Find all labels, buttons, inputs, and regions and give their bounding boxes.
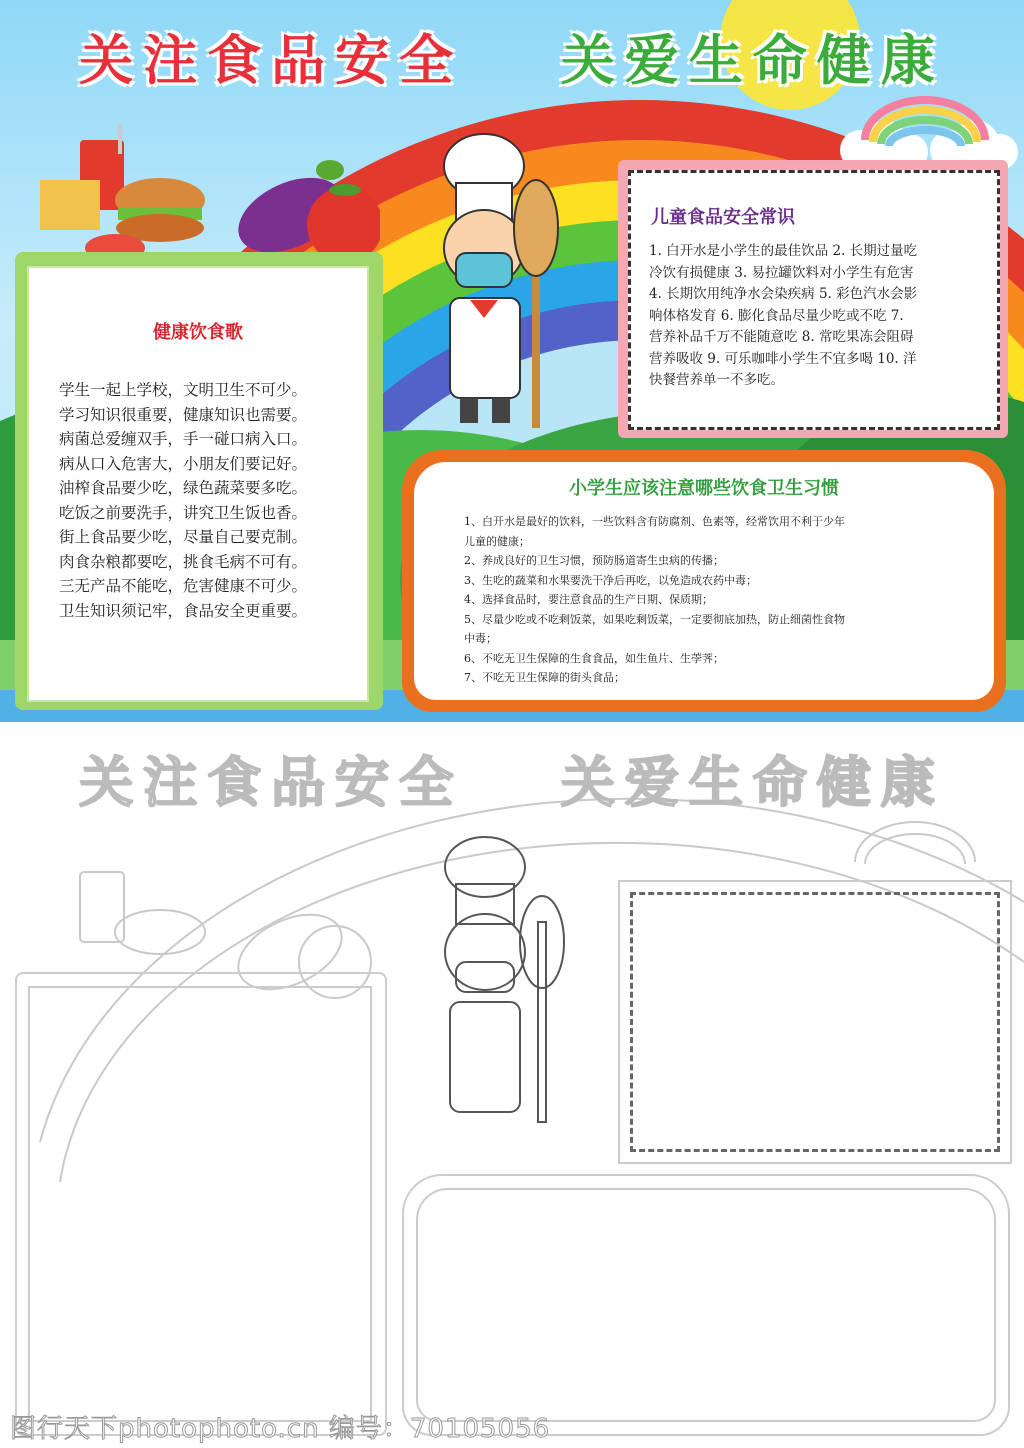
healthy-diet-song-text [59,378,307,623]
children-food-safety-title: 儿童食品安全常识 [651,207,795,228]
children-food-safety-text [649,241,917,392]
hygiene-habits-text [464,512,845,688]
song-line: 学生一起上学校，文明卫生不可少。 [59,381,308,399]
song-line: 街上食品要少吃，尽量自己要克制。 [59,528,308,546]
outline-title-part2: 关爱生命健康 [560,751,945,814]
song-line: 吃饭之前要洗手，讲究卫生饭也香。 [59,503,308,522]
outline-bottom-panel-inner [416,1188,996,1422]
outline-title [0,740,1024,817]
safety-tip-line: 响体格发育 6. 膨化食品尽量少吃或不吃 7. [649,307,904,324]
habit-line: 4、选择食品时，要注意食品的生产日期、保质期； [464,593,713,606]
watermark: 图行天下photophoto.cn 编号：70105056 [10,1414,551,1444]
poster-title [0,18,1024,95]
habit-line: 5、尽量少吃或不吃剩饭菜，如果吃剩饭菜，一定要彻底加热，防止细菌性食物 [464,612,845,626]
safety-tip-line: 冷饮有损健康 3. 易拉罐饮料对小学生有危害 [649,264,914,281]
habit-line: 6、不吃无卫生保障的生食食品，如生鱼片、生荸荠； [464,651,724,665]
healthy-diet-song-panel [15,252,383,710]
children-food-safety-panel [618,160,1008,438]
chef-illustration [420,128,570,438]
song-line: 病从口入危害大，小朋友们要记好。 [59,454,308,473]
song-line: 油榨食品要少吃，绿色蔬菜要多吃。 [59,479,308,497]
outline-right-panel-inner [630,892,1000,1152]
song-line: 卫生知识须记牢，食品安全更重要。 [59,601,308,620]
hygiene-habits-panel [402,450,1006,712]
outline-left-panel-inner [28,986,372,1422]
color-poster [0,0,1024,722]
habit-line: 儿童的健康； [464,534,530,548]
safety-tip-line: 1. 白开水是小学生的最佳饮品 2. 长期过量吃 [649,243,918,259]
habit-line: 2、养成良好的卫生习惯，预防肠道寄生虫病的传播； [464,554,724,567]
song-line: 三无产品不能吃，危害健康不可少。 [59,577,308,595]
habit-line: 1、白开水是最好的饮料，一些饮料含有防腐剂、色素等，经常饮用不利于少年 [464,515,845,528]
healthy-diet-song-title: 健康饮食歌 [153,322,243,343]
safety-tip-line: 4. 长期饮用纯净水会染疾病 5. 彩色汽水会影 [649,286,918,302]
hygiene-habits-title: 小学生应该注意哪些饮食卫生习惯 [569,478,839,499]
title-part2: 关爱生命健康 [560,29,945,92]
outline-template [0,722,1024,1448]
song-line: 肉食杂粮都要吃，挑食毛病不可有。 [59,552,308,571]
safety-tip-line: 营养补品千万不能随意吃 8. 常吃果冻会阻碍 [649,329,914,345]
habit-line: 3、生吃的蔬菜和水果要洗干净后再吃，以免造成农药中毒； [464,573,757,587]
habit-line: 7、不吃无卫生保障的街头食品； [464,671,625,684]
safety-tip-line: 快餐营养单一不多吃。 [649,372,784,388]
title-part1: 关注食品安全 [79,29,464,92]
safety-tip-line: 营养吸收 9. 可乐咖啡小学生不宜多喝 10. 洋 [649,350,917,367]
song-line: 学习知识很重要，健康知识也需要。 [59,405,308,424]
outline-title-part1: 关注食品安全 [79,751,464,814]
habit-line: 中毒； [464,632,497,645]
song-line: 病菌总爱缠双手，手一碰口病入口。 [59,430,308,448]
